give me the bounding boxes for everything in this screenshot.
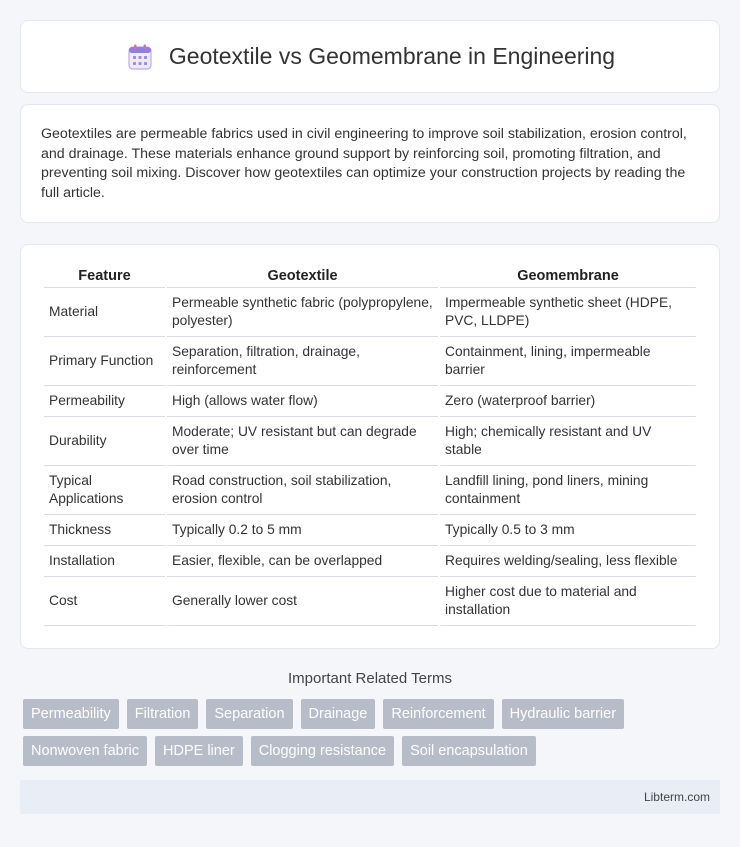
- header-geotextile: Geotextile: [167, 264, 438, 288]
- tag-filtration[interactable]: Filtration: [127, 699, 199, 729]
- table-header-row: [44, 264, 696, 288]
- row-geotextile: Generally lower cost: [167, 577, 438, 626]
- row-geomembrane: Containment, lining, impermeable barrier: [440, 337, 696, 386]
- tag-drainage[interactable]: Drainage: [301, 699, 376, 729]
- row-geotextile: Typically 0.2 to 5 mm: [167, 515, 438, 546]
- table-row: [44, 466, 696, 515]
- row-feature: Durability: [44, 417, 165, 466]
- row-geomembrane: Requires welding/sealing, less flexible: [440, 546, 696, 577]
- comparison-card: [20, 244, 720, 649]
- tag-hydraulic-barrier[interactable]: Hydraulic barrier: [502, 699, 624, 729]
- page-title: Geotextile vs Geomembrane in Engineering: [168, 43, 616, 69]
- row-geomembrane: Higher cost due to material and installation: [440, 577, 696, 626]
- table-row: [44, 546, 696, 577]
- header-feature: Feature: [44, 264, 165, 288]
- row-geotextile: Separation, filtration, drainage, reinforcement: [167, 337, 438, 386]
- intro-card: [20, 104, 720, 223]
- row-feature: Thickness: [44, 515, 165, 546]
- row-geomembrane: Zero (waterproof barrier): [440, 386, 696, 417]
- row-geotextile: Permeable synthetic fabric (polypropylene, polyester): [167, 288, 438, 337]
- row-feature: Cost: [44, 577, 165, 626]
- table-row: [44, 337, 696, 386]
- table-row: [44, 417, 696, 466]
- tag-hdpe-liner[interactable]: HDPE liner: [155, 736, 243, 766]
- brand-link[interactable]: Libterm.com: [643, 790, 710, 804]
- row-feature: Installation: [44, 546, 165, 577]
- intro-text: Geotextiles are permeable fabrics used in civil engineering to improve soil stabilization, erosion control, and drainage. These materials enhance ground support by reinforcing soil, promoting filtration, and preventing soil mixing. Discover how geotextiles can optimize your construction projects by reading the full article.: [41, 126, 687, 201]
- row-geomembrane: Impermeable synthetic sheet (HDPE, PVC, LLDPE): [440, 288, 696, 337]
- calendar-icon: [125, 42, 155, 72]
- row-feature: Permeability: [44, 386, 165, 417]
- footer-brand-bar: [20, 780, 720, 814]
- row-geotextile: Road construction, soil stabilization, erosion control: [167, 466, 438, 515]
- title-card: [20, 20, 720, 93]
- tag-reinforcement[interactable]: Reinforcement: [383, 699, 493, 729]
- comparison-table: [42, 264, 698, 626]
- table-row: [44, 288, 696, 337]
- row-geotextile: Easier, flexible, can be overlapped: [167, 546, 438, 577]
- tag-permeability[interactable]: Permeability: [23, 699, 119, 729]
- row-geomembrane: Landfill lining, pond liners, mining containment: [440, 466, 696, 515]
- row-geotextile: High (allows water flow): [167, 386, 438, 417]
- related-terms-tags: [20, 699, 720, 766]
- row-geomembrane: High; chemically resistant and UV stable: [440, 417, 696, 466]
- row-feature: Material: [44, 288, 165, 337]
- related-terms-title: Important Related Terms: [288, 670, 452, 687]
- table-row: [44, 515, 696, 546]
- row-feature: Primary Function: [44, 337, 165, 386]
- row-geotextile: Moderate; UV resistant but can degrade over time: [167, 417, 438, 466]
- tag-nonwoven-fabric[interactable]: Nonwoven fabric: [23, 736, 147, 766]
- related-terms-section: [20, 670, 720, 766]
- tag-clogging-resistance[interactable]: Clogging resistance: [251, 736, 394, 766]
- table-row: [44, 577, 696, 626]
- header-geomembrane: Geomembrane: [440, 264, 696, 288]
- table-row: [44, 386, 696, 417]
- tag-soil-encapsulation[interactable]: Soil encapsulation: [402, 736, 536, 766]
- tag-separation[interactable]: Separation: [206, 699, 292, 729]
- row-geomembrane: Typically 0.5 to 3 mm: [440, 515, 696, 546]
- row-feature: Typical Applications: [44, 466, 165, 515]
